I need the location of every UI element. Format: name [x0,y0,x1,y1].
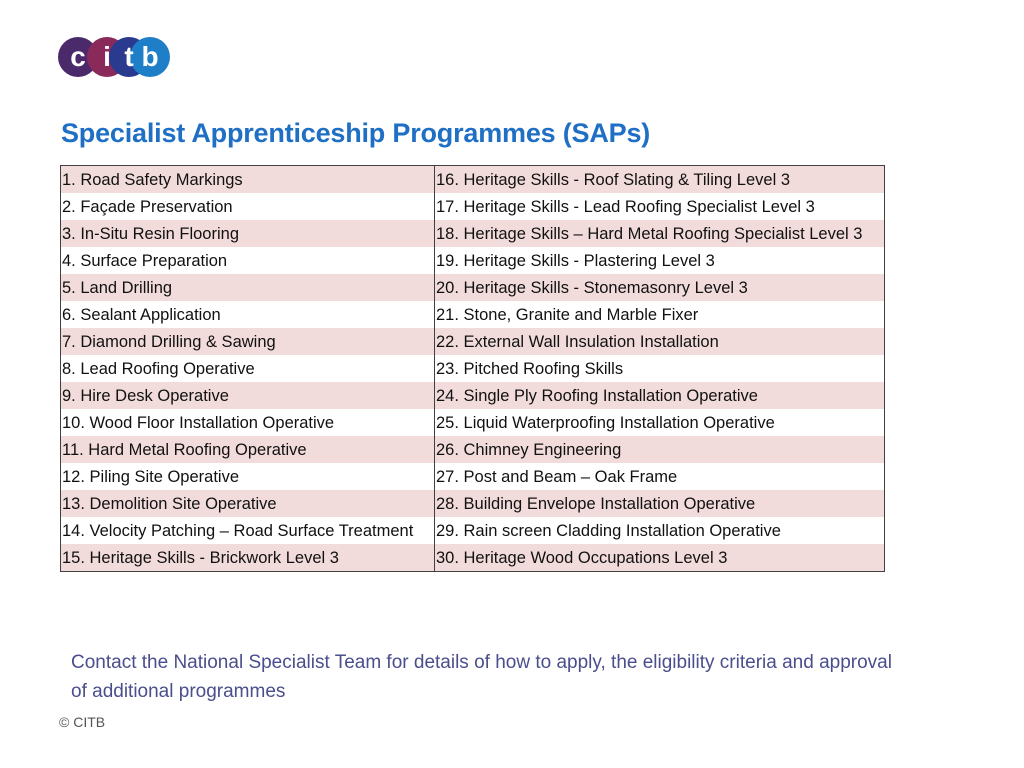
table-cell: 2. Façade Preservation [61,193,435,220]
table-cell: 26. Chimney Engineering [435,436,885,463]
table-cell: 30. Heritage Wood Occupations Level 3 [435,544,885,572]
table-row [61,490,885,517]
table-cell: 1. Road Safety Markings [61,166,435,194]
table-cell: 4. Surface Preparation [61,247,435,274]
table-row [61,328,885,355]
saps-table-body [61,166,885,572]
saps-table [60,165,885,572]
copyright-text: © CITB [59,714,106,730]
table-cell: 13. Demolition Site Operative [61,490,435,517]
table-cell: 5. Land Drilling [61,274,435,301]
citb-logo [56,34,172,80]
table-row [61,274,885,301]
table-cell: 29. Rain screen Cladding Installation Operative [435,517,885,544]
table-row [61,436,885,463]
table-row [61,409,885,436]
table-cell: 6. Sealant Application [61,301,435,328]
table-cell: 22. External Wall Insulation Installation [435,328,885,355]
table-cell: 24. Single Ply Roofing Installation Operative [435,382,885,409]
page-title: Specialist Apprenticeship Programmes (SAPs) [61,118,651,148]
table-row [61,544,885,572]
table-row [61,463,885,490]
table-cell: 14. Velocity Patching – Road Surface Treatment [61,517,435,544]
table-cell: 9. Hire Desk Operative [61,382,435,409]
table-row [61,355,885,382]
table-cell: 28. Building Envelope Installation Operative [435,490,885,517]
table-row [61,301,885,328]
table-cell: 7. Diamond Drilling & Sawing [61,328,435,355]
table-cell: 25. Liquid Waterproofing Installation Operative [435,409,885,436]
table-cell: 20. Heritage Skills - Stonemasonry Level 3 [435,274,885,301]
logo-letter-t: t [124,41,134,72]
logo-letter-i: i [103,41,111,72]
contact-note: Contact the National Specialist Team for details of how to apply, the eligibility criteria and approval of additional programmes [71,652,892,702]
table-cell: 27. Post and Beam – Oak Frame [435,463,885,490]
table-cell: 15. Heritage Skills - Brickwork Level 3 [61,544,435,572]
table-cell: 11. Hard Metal Roofing Operative [61,436,435,463]
table-row [61,193,885,220]
table-cell: 10. Wood Floor Installation Operative [61,409,435,436]
logo-letter-c: c [70,41,86,72]
table-row [61,382,885,409]
table-row [61,166,885,194]
table-cell: 16. Heritage Skills - Roof Slating & Tiling Level 3 [435,166,885,194]
logo-letter-b: b [141,41,159,72]
table-cell: 23. Pitched Roofing Skills [435,355,885,382]
table-cell: 17. Heritage Skills - Lead Roofing Specialist Level 3 [435,193,885,220]
table-cell: 12. Piling Site Operative [61,463,435,490]
table-row [61,220,885,247]
table-cell: 18. Heritage Skills – Hard Metal Roofing Specialist Level 3 [435,220,885,247]
table-cell: 19. Heritage Skills - Plastering Level 3 [435,247,885,274]
table-row [61,247,885,274]
table-cell: 3. In-Situ Resin Flooring [61,220,435,247]
table-cell: 8. Lead Roofing Operative [61,355,435,382]
table-cell: 21. Stone, Granite and Marble Fixer [435,301,885,328]
table-row [61,517,885,544]
